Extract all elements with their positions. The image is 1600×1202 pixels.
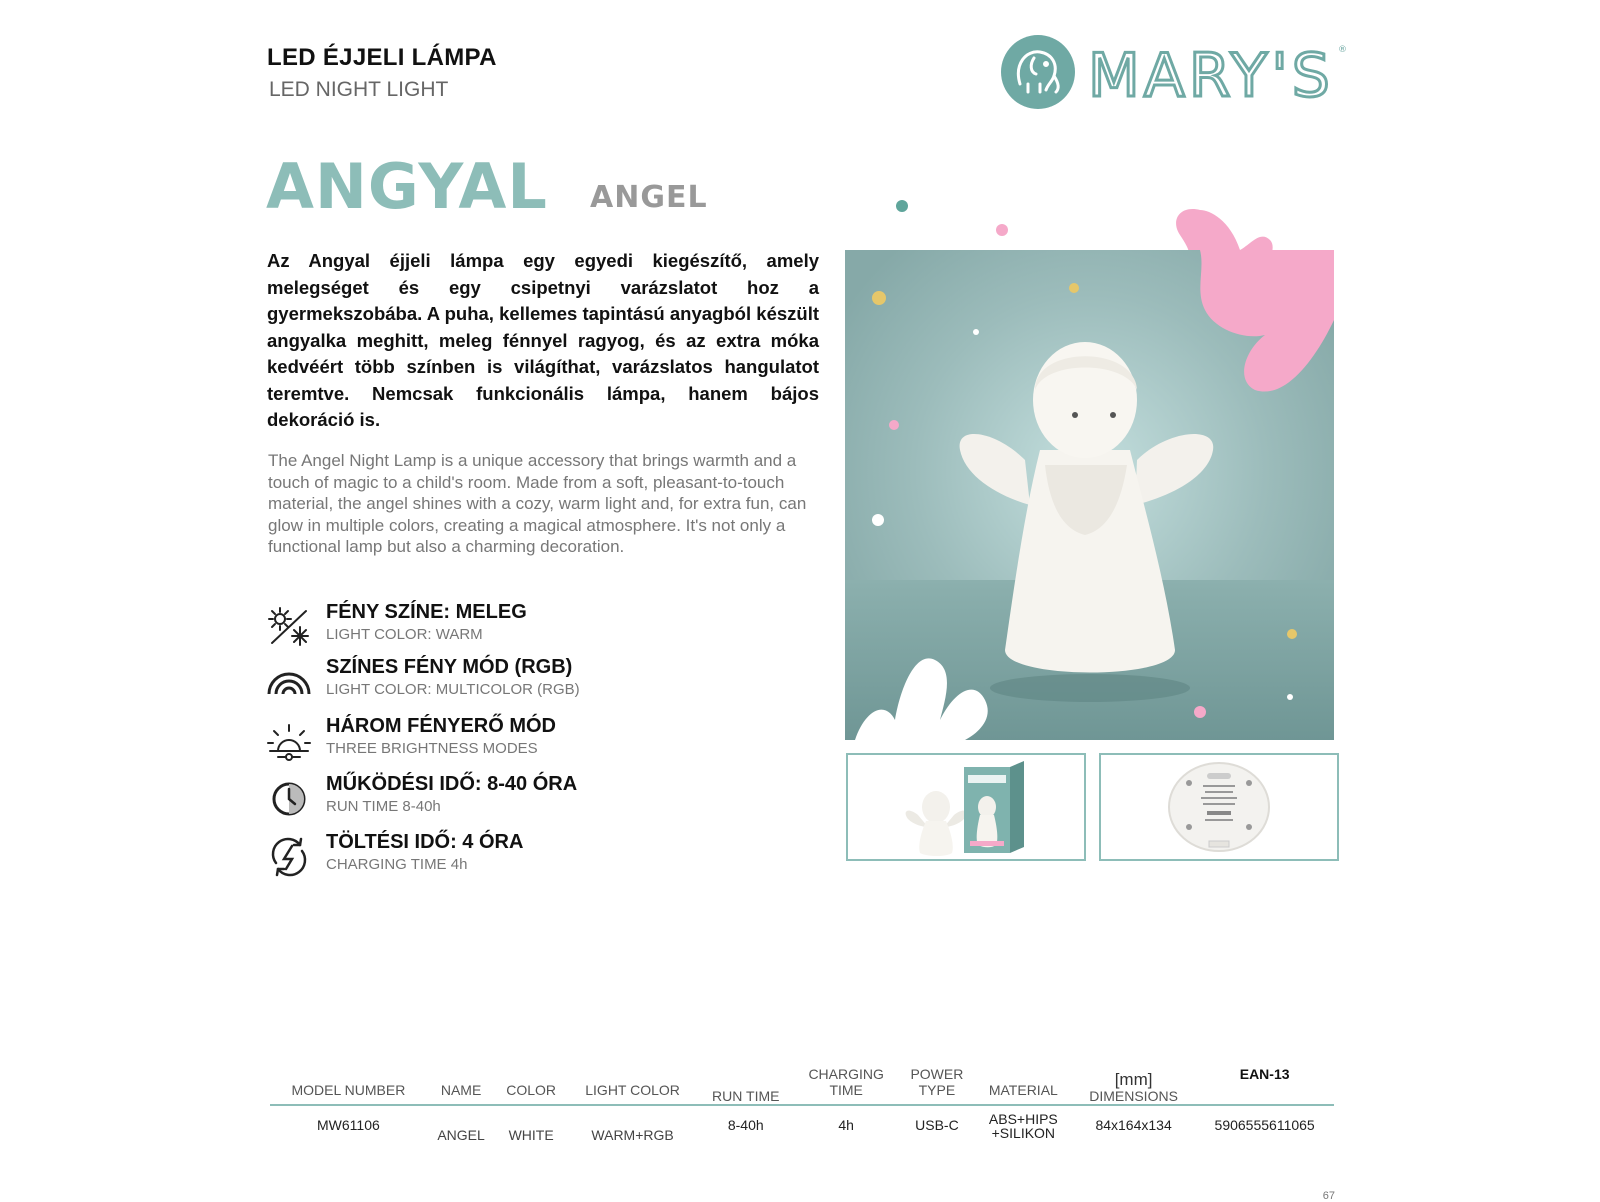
product-photo bbox=[845, 250, 1334, 740]
feature-subtitle: RUN TIME 8-40h bbox=[326, 798, 441, 815]
clock-icon bbox=[266, 777, 312, 821]
header-title-en: LED NIGHT LIGHT bbox=[269, 78, 449, 101]
feature-run-time bbox=[266, 773, 626, 823]
svg-text:®: ® bbox=[1338, 45, 1347, 55]
cell-material: ABS+HIPS +SILIKON bbox=[988, 1111, 1058, 1141]
header-run-time: RUN TIME bbox=[712, 1088, 780, 1104]
feature-title: TÖLTÉSI IDŐ: 4 ÓRA bbox=[326, 831, 524, 853]
cell-ean: 5906555611065 bbox=[1214, 1117, 1315, 1133]
thumbnail-angel-with-box[interactable] bbox=[846, 753, 1086, 861]
feature-title: HÁROM FÉNYERŐ MÓD bbox=[326, 715, 556, 737]
feature-light-color bbox=[266, 601, 626, 651]
feature-brightness bbox=[266, 715, 626, 765]
feature-subtitle: THREE BRIGHTNESS MODES bbox=[326, 740, 538, 757]
header-material: MATERIAL bbox=[988, 1082, 1058, 1098]
spec-table bbox=[270, 1062, 1334, 1144]
cell-power: USB-C bbox=[915, 1117, 959, 1133]
feature-subtitle: CHARGING TIME 4h bbox=[326, 856, 468, 873]
header-name: NAME bbox=[440, 1082, 482, 1098]
rainbow-icon bbox=[266, 660, 312, 704]
feature-title: SZÍNES FÉNY MÓD (RGB) bbox=[326, 656, 573, 678]
product-name-en: ANGEL bbox=[590, 180, 708, 215]
table-row bbox=[270, 1105, 1334, 1144]
header-color: COLOR bbox=[506, 1082, 557, 1098]
header-title-hu: LED ÉJJELI LÁMPA bbox=[267, 44, 497, 71]
header-light-color: LIGHT COLOR bbox=[585, 1082, 680, 1098]
feature-title: MŰKÖDÉSI IDŐ: 8-40 ÓRA bbox=[326, 773, 578, 795]
feature-charging bbox=[266, 831, 626, 881]
svg-text:MARY'S: MARY'S bbox=[1088, 41, 1334, 110]
sun-snowflake-icon bbox=[266, 605, 312, 649]
cell-run-time: 8-40h bbox=[727, 1117, 764, 1133]
thumbnail-angel-bottom[interactable] bbox=[1099, 753, 1339, 861]
brand-logo bbox=[1000, 34, 1350, 110]
cell-charging: 4h bbox=[838, 1117, 854, 1133]
feature-title: FÉNY SZÍNE: MELEG bbox=[326, 601, 527, 623]
cell-light-color: WARM+RGB bbox=[591, 1127, 674, 1143]
product-name-hu: ANGYAL bbox=[266, 150, 548, 223]
feature-subtitle: LIGHT COLOR: WARM bbox=[326, 626, 483, 643]
feature-subtitle: LIGHT COLOR: MULTICOLOR (RGB) bbox=[326, 681, 580, 698]
header-model: MODEL NUMBER bbox=[291, 1082, 406, 1098]
page-number: 67 bbox=[1322, 1190, 1335, 1202]
description-hu: Az Angyal éjjeli lámpa egy egyedi kiegészítő, amely melegséget és egy csipetnyi varázslatot hoz a gyermekszobába. A puha, kellemes tapintású anyagból készült angyalka meghitt, meleg fénnyel ragyog, és az extra móka kedvéért több színben is világíthat, varázslatos hangulatot teremtve. Nemcsak funkcionális lámpa, hanem bájos dekoráció is. bbox=[267, 250, 819, 430]
cell-dimensions: 84x164x134 bbox=[1095, 1117, 1172, 1133]
header-charging: CHARGING TIME bbox=[808, 1066, 884, 1098]
charging-icon bbox=[266, 835, 312, 879]
cell-name: ANGEL bbox=[437, 1127, 485, 1143]
header-power: POWER TYPE bbox=[910, 1066, 964, 1098]
feature-rgb bbox=[266, 656, 626, 706]
cell-model: MW61106 bbox=[317, 1117, 380, 1133]
header-ean: EAN-13 bbox=[1239, 1066, 1290, 1082]
header-dimensions: [mm] DIMENSIONS bbox=[1089, 1070, 1178, 1104]
brightness-lamp-icon bbox=[266, 719, 312, 763]
dimensions-unit: [mm] bbox=[1114, 1070, 1153, 1089]
cell-color: WHITE bbox=[508, 1127, 554, 1143]
description-en: The Angel Night Lamp is a unique accessory that brings warmth and a touch of magic to a child's room. Made from a soft, pleasant-to-touch material, the angel shines with a cozy, warm light and, for extra fun, can glow in multiple colors, creating a magical atmosphere. It's not only a functional lamp but also a charming decoration. bbox=[268, 451, 807, 556]
spec-header-row bbox=[270, 1062, 1334, 1105]
